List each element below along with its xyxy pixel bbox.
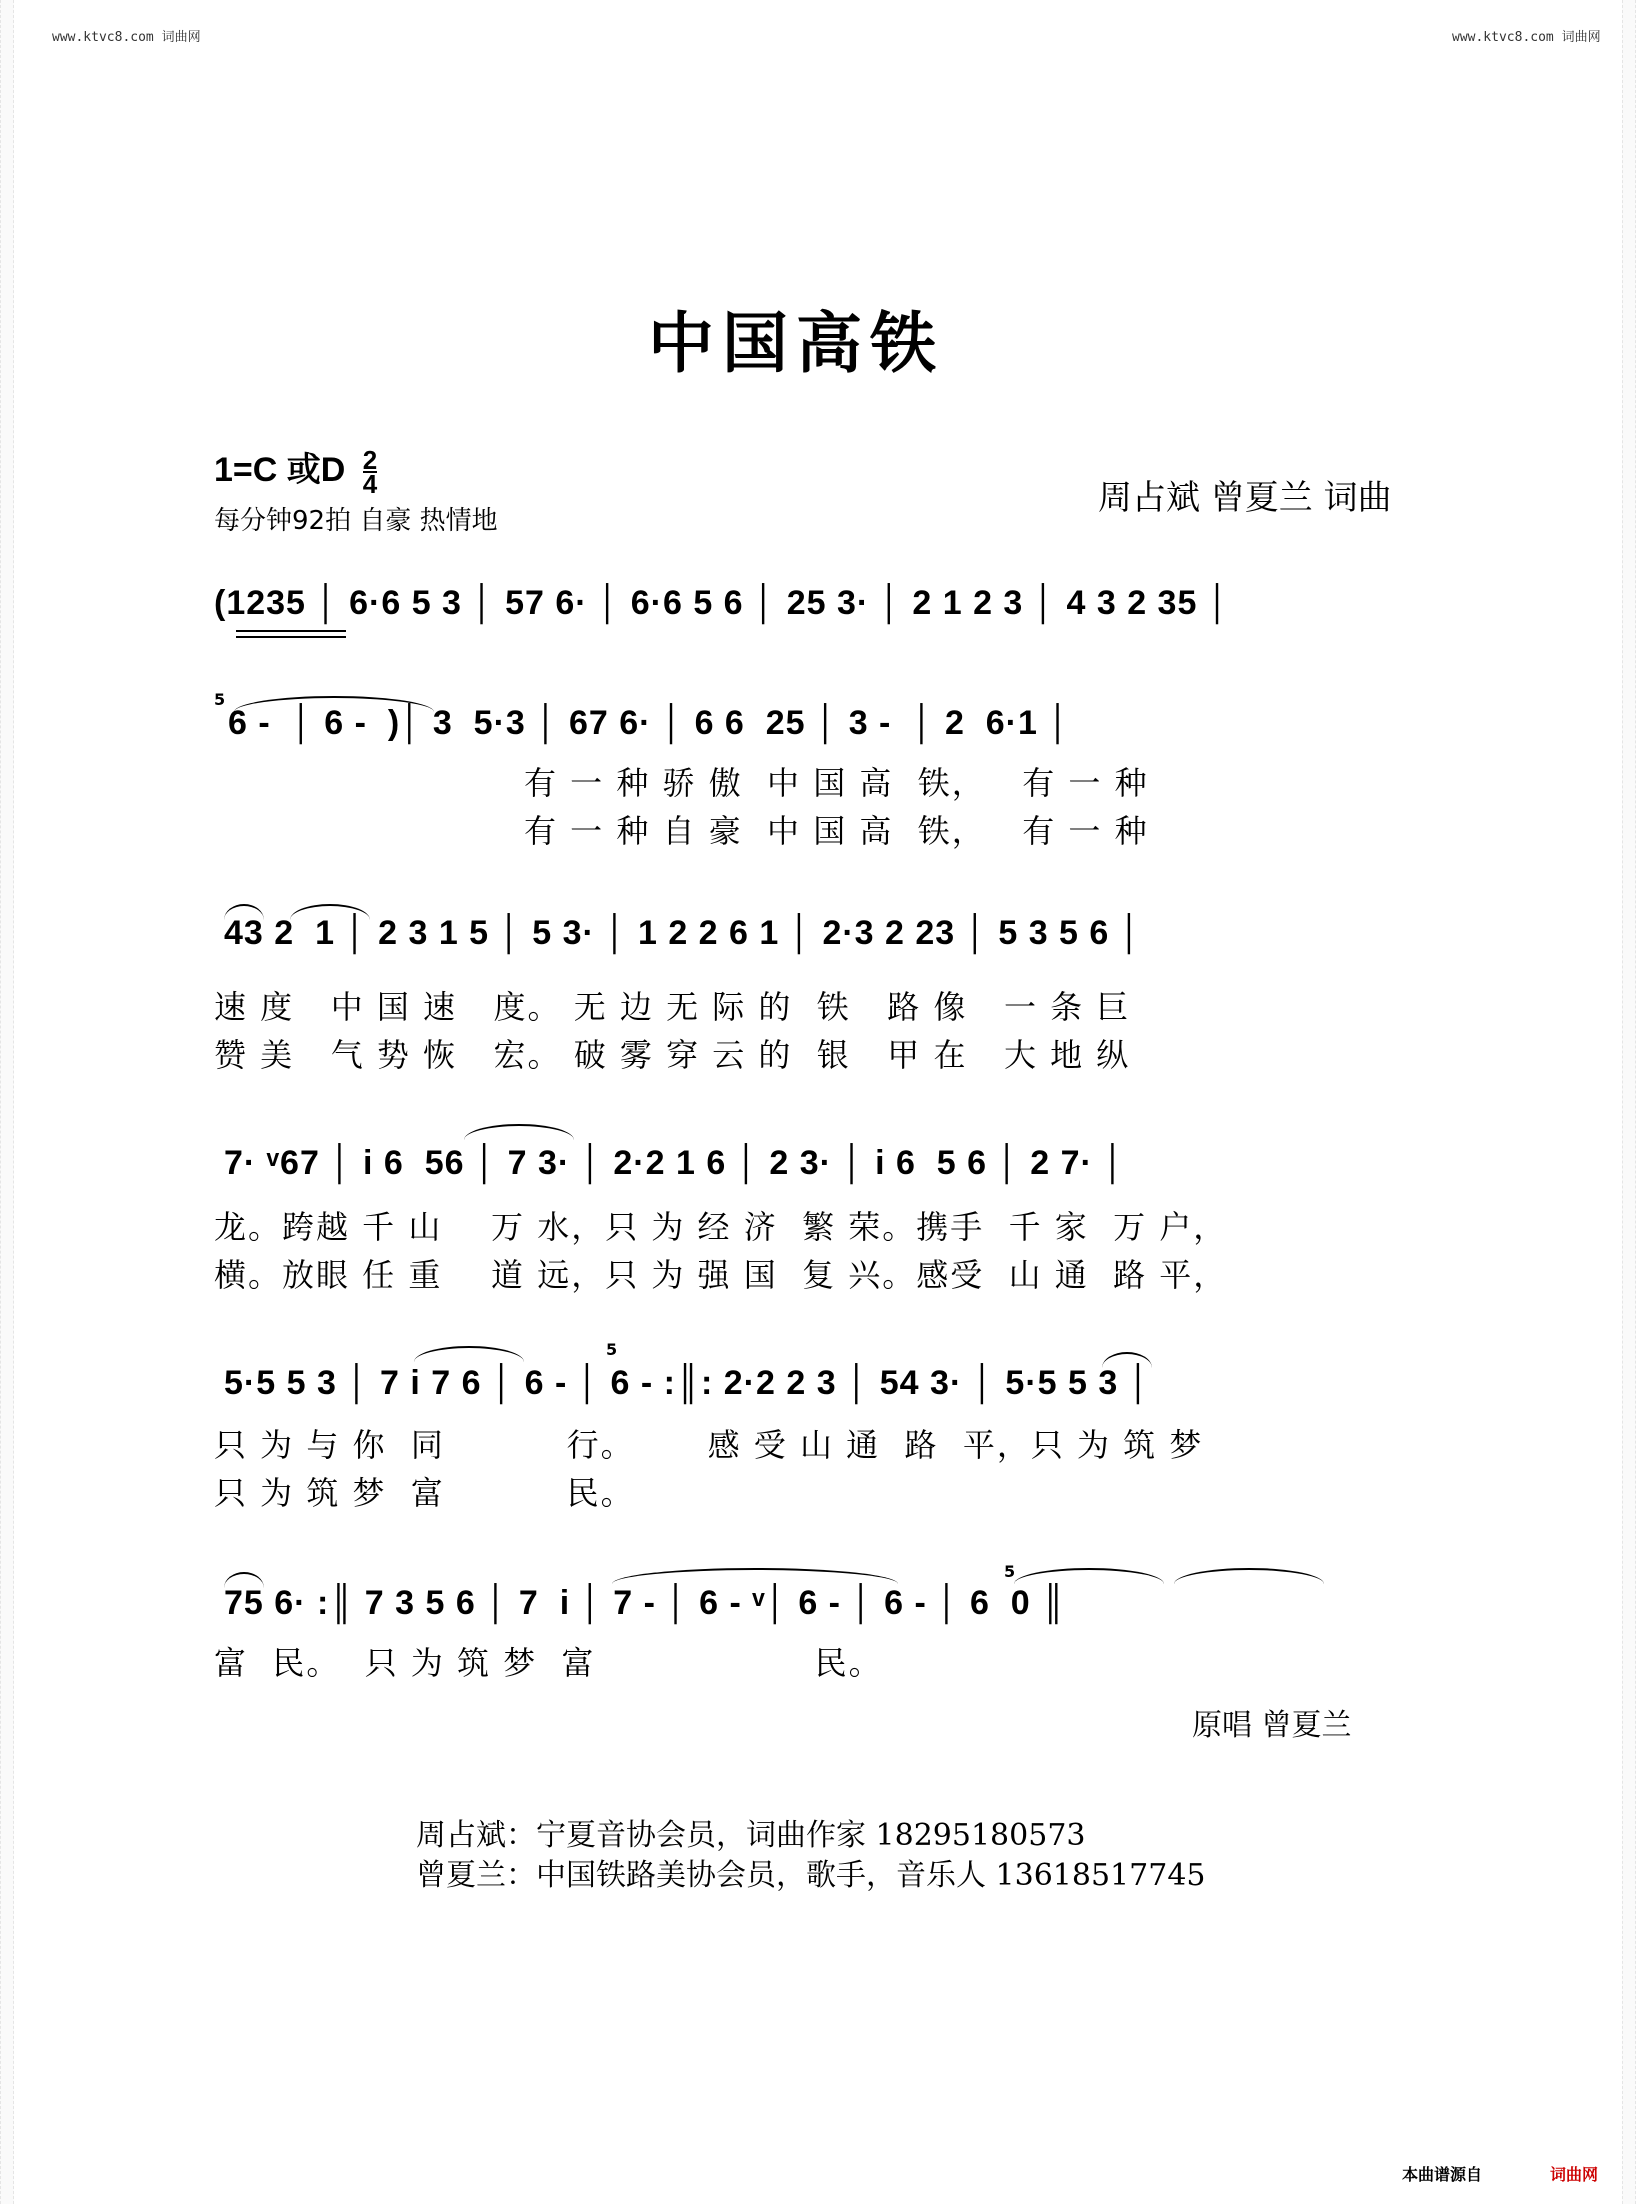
source-site-link[interactable]: 词曲网 <box>1550 2165 1599 2184</box>
key-text: 1=C 或D <box>214 451 346 489</box>
staff-row-2 <box>214 690 1434 860</box>
tie-slur <box>1174 1568 1324 1584</box>
notes-row-1: (1235 │ 6·6 5 3 │ 57 6· │ 6·6 5 6 │ 25 3· │ 2 1 2 3 │ 4 3 2 35 │ <box>214 584 1231 622</box>
right-margin-strip <box>1622 0 1636 2204</box>
underline <box>236 636 346 638</box>
staff-row-4 <box>214 1120 1434 1294</box>
slur <box>414 1346 524 1362</box>
notes-row-4: 7· ᵛ67 │ i 6 56 │ 7 3· │ 2·2 1 6 │ 2 3· │ i 6 5 6 │ 2 7· │ <box>224 1144 1126 1182</box>
credit-line-1: 周占斌：宁夏音协会员，词曲作家 18295180573 <box>416 1818 1086 1853</box>
source-label: 本曲谱源自 <box>1402 2165 1483 2184</box>
underline <box>236 630 346 632</box>
watermark-right[interactable]: www.ktvc8.com 词曲网 <box>1452 30 1601 45</box>
time-signature <box>362 445 378 500</box>
staff-row-1 <box>214 580 1434 660</box>
watermark-left[interactable]: www.ktvc8.com 词曲网 <box>52 30 201 45</box>
slur <box>464 1124 574 1140</box>
left-margin-strip <box>0 0 14 2204</box>
time-top: 2 <box>362 445 378 476</box>
notes-row-2: 6 - │ 6 - )│ 3 5·3 │ 67 6· │ 6 6 25 │ 3 - │ 2 6·1 │ <box>228 704 1071 742</box>
lyrics-row-4-verse-2: 横。放眼 任 重 道 远，只 为 强 国 复 兴。感受 山 通 路 平， <box>214 1256 1228 1294</box>
lyrics-row-6-verse-1: 富 民。 只 为 筑 梦 富 民。 <box>214 1644 883 1682</box>
staff-row-3 <box>214 900 1434 1074</box>
grace-note: 5 <box>214 690 226 709</box>
lyrics-row-5-verse-2: 只 为 筑 梦 富 民。 <box>214 1474 635 1512</box>
lyrics-row-5-verse-1: 只 为 与 你 同 行。 感 受 山 通 路 平，只 为 筑 梦 <box>214 1426 1204 1464</box>
time-bottom: 4 <box>362 469 378 500</box>
lyrics-row-4-verse-1: 龙。跨越 千 山 万 水，只 为 经 济 繁 荣。携手 千 家 万 户， <box>214 1208 1228 1246</box>
credit-line-2: 曾夏兰：中国铁路美协会员，歌手，音乐人 13618517745 <box>416 1858 1206 1893</box>
song-title: 中国高铁 <box>648 304 944 382</box>
lyrics-row-2-verse-2: 有 一 种 自 豪 中 国 高 铁， 有 一 种 <box>524 812 1149 850</box>
notes-row-5: 5·5 5 3 │ 7 i 7 6 │ 6 - │ 6 - :║: 2·2 2 3 │ 54 3· │ 5·5 5 3 │ <box>224 1364 1151 1402</box>
tie-slur <box>612 1568 898 1584</box>
tie-slur <box>1014 1568 1164 1584</box>
staff-row-6 <box>214 1560 1434 1690</box>
original-singer: 原唱 曾夏兰 <box>1192 1708 1352 1743</box>
lyrics-row-2-verse-1: 有 一 种 骄 傲 中 国 高 铁， 有 一 种 <box>524 764 1149 802</box>
notes-row-3: 43 2 1 │ 2 3 1 5 │ 5 3· │ 1 2 2 6 1 │ 2·3 2 23 │ 5 3 5 6 │ <box>224 914 1143 952</box>
key-signature <box>214 442 378 500</box>
tempo-marking: 每分钟92拍 自豪 热情地 <box>214 506 498 536</box>
authors: 周占斌 曾夏兰 词曲 <box>1098 478 1392 518</box>
grace-note: 5 <box>606 1340 618 1359</box>
lyrics-row-3-verse-1: 速 度 中 国 速 度。 无 边 无 际 的 铁 路 像 一 条 巨 <box>214 988 1131 1026</box>
lyrics-row-3-verse-2: 赞 美 气 势 恢 宏。 破 雾 穿 云 的 银 甲 在 大 地 纵 <box>214 1036 1131 1074</box>
notes-row-6: 75 6· :║ 7 3 5 6 │ 7 i │ 7 - │ 6 - ᵛ│ 6 - │ 6 - │ 6 0 ║ <box>224 1584 1067 1622</box>
grace-note: 5 <box>1004 1562 1016 1581</box>
staff-row-5 <box>214 1340 1434 1510</box>
